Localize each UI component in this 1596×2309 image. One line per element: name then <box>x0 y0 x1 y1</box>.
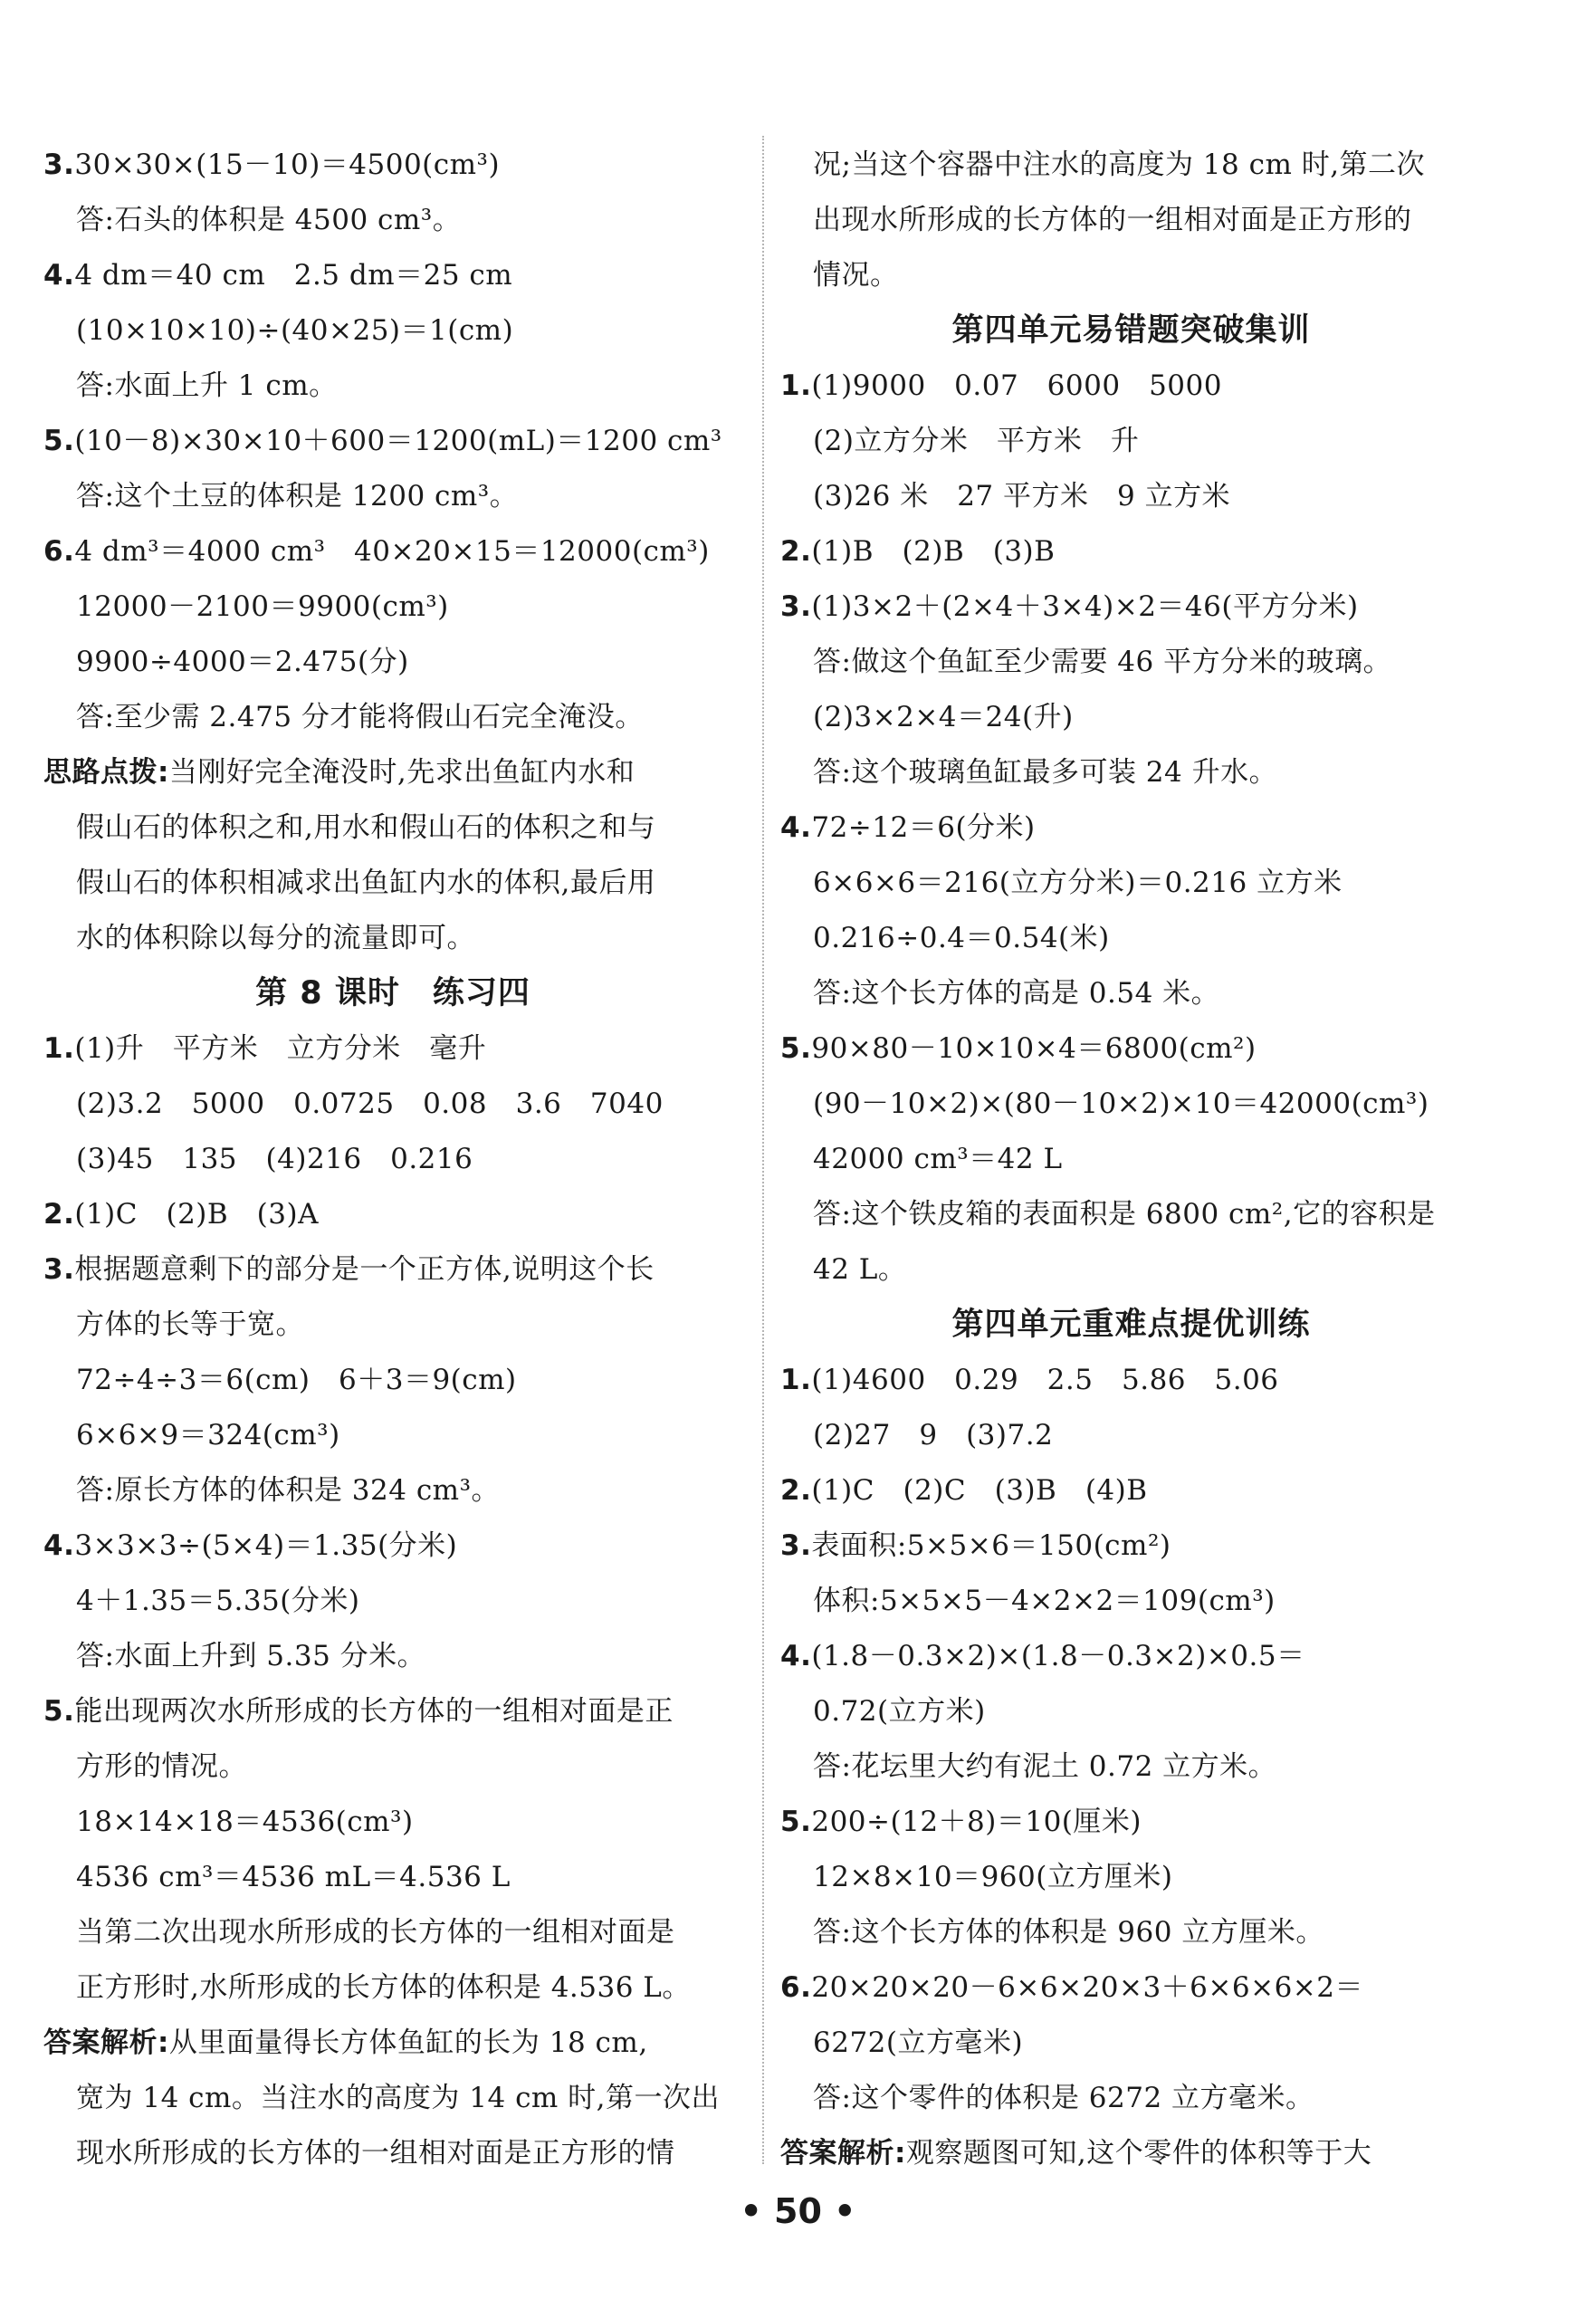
question-number: 6. <box>43 535 75 568</box>
answer-line: 正方形时,水所形成的长方体的体积是 4.536 L。 <box>76 1971 691 2004</box>
answer-line: 答:这个玻璃鱼缸最多可装 24 升水。 <box>813 756 1278 789</box>
question-line <box>780 359 1482 414</box>
answer-text: 200÷(12＋8)＝10(厘米) <box>811 1806 1142 1838</box>
answer-line: 72÷4÷3＝6(cm) 6＋3＝9(cm) <box>76 1364 517 1396</box>
answer-line: 况;当这个容器中注水的高度为 18 cm 时,第二次 <box>813 149 1426 181</box>
answer-line: 4536 cm³＝4536 mL＝4.536 L <box>76 1861 511 1893</box>
question-number: 3. <box>780 590 812 623</box>
answer-line: 答:石头的体积是 4500 cm³。 <box>76 204 462 236</box>
answer-line: 答:水面上升到 5.35 分米。 <box>76 1640 426 1672</box>
answer-line: 当第二次出现水所形成的长方体的一组相对面是 <box>76 1916 675 1949</box>
question-line <box>43 414 742 469</box>
question-number: 4. <box>780 1640 812 1672</box>
answer-text: (1.8－0.3×2)×(1.8－0.3×2)×0.5＝ <box>811 1640 1305 1672</box>
note-label: 答案解析: <box>780 2137 906 2170</box>
answer-line: 答:这个零件的体积是 6272 立方毫米。 <box>813 2082 1314 2114</box>
page-number: • 50 • <box>740 2191 856 2231</box>
answer-line: 6272(立方毫米) <box>813 2026 1024 2059</box>
answer-line: 6×6×6＝216(立方分米)＝0.216 立方米 <box>813 867 1343 899</box>
answer-line: 答:水面上升 1 cm。 <box>76 369 338 402</box>
question-line <box>780 580 1482 635</box>
answer-line: 答:这个土豆的体积是 1200 cm³。 <box>76 480 519 513</box>
question-number: 1. <box>43 1032 75 1065</box>
question-line <box>43 1519 742 1574</box>
answer-line: 现水所形成的长方体的一组相对面是正方形的情 <box>76 2137 675 2170</box>
answer-line: 体积:5×5×5－4×2×2＝109(cm³) <box>813 1585 1276 1617</box>
answer-text: 根据题意剩下的部分是一个正方体,说明这个长 <box>74 1253 655 1286</box>
answer-line: 9900÷4000＝2.475(分) <box>76 646 409 678</box>
note-text: 当刚好完全淹没时,先求出鱼缸内水和 <box>168 756 636 789</box>
answer-line: 答:这个长方体的高是 0.54 米。 <box>813 977 1220 1010</box>
column-divider <box>762 136 764 2164</box>
question-line <box>780 1960 1482 2016</box>
answer-text: 20×20×20－6×6×20×3＋6×6×6×2＝ <box>811 1971 1364 2004</box>
answer-line: 假山石的体积相减求出鱼缸内水的体积,最后用 <box>76 867 656 899</box>
right-column <box>780 138 1482 2181</box>
left-column <box>43 138 742 2181</box>
answer-text: 3×3×3÷(5×4)＝1.35(分米) <box>74 1529 458 1562</box>
note-line <box>43 2016 742 2071</box>
answer-line: (10×10×10)÷(40×25)＝1(cm) <box>76 314 514 347</box>
answer-line: 12000－2100＝9900(cm³) <box>76 590 449 623</box>
question-number: 1. <box>780 369 812 402</box>
answer-line: 4＋1.35＝5.35(分米) <box>76 1585 360 1617</box>
answer-line: 6×6×9＝324(cm³) <box>76 1419 340 1452</box>
answer-line: 宽为 14 cm。当注水的高度为 14 cm 时,第一次出 <box>76 2082 721 2114</box>
question-line <box>43 1242 742 1298</box>
question-number: 2. <box>780 535 812 568</box>
answer-line: 情况。 <box>813 259 899 292</box>
answer-line: 答:这个铁皮箱的表面积是 6800 cm²,它的容积是 <box>813 1198 1436 1231</box>
question-line <box>43 1684 742 1739</box>
answer-line: (3)26 米 27 平方米 9 立方米 <box>813 480 1231 513</box>
note-line <box>780 2126 1482 2181</box>
answer-text: (10－8)×30×10＋600＝1200(mL)＝1200 cm³ <box>74 425 722 457</box>
question-line <box>780 1463 1482 1519</box>
question-line <box>780 1021 1482 1077</box>
question-number: 5. <box>43 1695 75 1728</box>
answer-text: 能出现两次水所形成的长方体的一组相对面是正 <box>74 1695 674 1728</box>
answer-text: (1)C (2)B (3)A <box>74 1198 319 1231</box>
question-number: 1. <box>780 1364 812 1396</box>
question-number: 3. <box>43 1253 75 1286</box>
question-line <box>780 1353 1482 1408</box>
note-line <box>43 745 742 800</box>
answer-text: (1)9000 0.07 6000 5000 <box>811 369 1222 402</box>
answer-line: 方形的情况。 <box>76 1750 247 1783</box>
note-label: 思路点拨: <box>43 756 169 789</box>
question-number: 4. <box>43 259 75 292</box>
answer-text: 4 dm＝40 cm 2.5 dm＝25 cm <box>74 259 513 292</box>
question-line <box>43 138 742 193</box>
question-line <box>780 1629 1482 1684</box>
answer-line: 42000 cm³＝42 L <box>813 1143 1063 1175</box>
answer-line: 0.216÷0.4＝0.54(米) <box>813 922 1110 954</box>
question-number: 2. <box>43 1198 75 1231</box>
answer-line: 方体的长等于宽。 <box>76 1308 304 1341</box>
answer-line: 出现水所形成的长方体的一组相对面是正方形的 <box>813 204 1412 236</box>
question-line <box>43 248 742 303</box>
question-line <box>43 1187 742 1242</box>
answer-text: 4 dm³＝4000 cm³ 40×20×15＝12000(cm³) <box>74 535 710 568</box>
question-line <box>780 1519 1482 1574</box>
answer-line: 答:这个长方体的体积是 960 立方厘米。 <box>813 1916 1324 1949</box>
answer-line: (90－10×2)×(80－10×2)×10＝42000(cm³) <box>813 1087 1429 1120</box>
section-heading: 第四单元易错题突破集训 <box>951 312 1311 349</box>
question-line <box>43 524 742 580</box>
answer-line: 12×8×10＝960(立方厘米) <box>813 1861 1173 1893</box>
question-number: 5. <box>780 1806 812 1838</box>
question-number: 2. <box>780 1474 812 1507</box>
section-heading: 第 8 课时 练习四 <box>255 975 530 1011</box>
question-number: 3. <box>780 1529 812 1562</box>
answer-line: 水的体积除以每分的流量即可。 <box>76 922 475 954</box>
answer-line: (2)27 9 (3)7.2 <box>813 1419 1054 1452</box>
answer-text: (1)升 平方米 立方分米 毫升 <box>74 1032 487 1065</box>
question-line <box>780 524 1482 580</box>
answer-line: 答:至少需 2.475 分才能将假山石完全淹没。 <box>76 701 644 733</box>
note-text: 从里面量得长方体鱼缸的长为 18 cm, <box>168 2026 648 2059</box>
question-number: 4. <box>780 811 812 844</box>
answer-line: 答:原长方体的体积是 324 cm³。 <box>76 1474 501 1507</box>
answer-line: (3)45 135 (4)216 0.216 <box>76 1143 473 1175</box>
answer-text: (1)4600 0.29 2.5 5.86 5.06 <box>811 1364 1279 1396</box>
note-label: 答案解析: <box>43 2026 169 2059</box>
question-number: 3. <box>43 149 75 181</box>
answer-text: (1)3×2＋(2×4＋3×4)×2＝46(平方分米) <box>811 590 1359 623</box>
question-number: 5. <box>780 1032 812 1065</box>
answer-line: (2)3×2×4＝24(升) <box>813 701 1074 733</box>
note-text: 观察题图可知,这个零件的体积等于大 <box>905 2137 1372 2170</box>
answer-line: 答:做这个鱼缸至少需要 46 平方分米的玻璃。 <box>813 646 1392 678</box>
answer-line: (2)3.2 5000 0.0725 0.08 3.6 7040 <box>76 1087 664 1120</box>
answer-text: 72÷12＝6(分米) <box>811 811 1036 844</box>
question-line <box>780 800 1482 856</box>
question-number: 4. <box>43 1529 75 1562</box>
answer-text: 30×30×(15－10)＝4500(cm³) <box>74 149 501 181</box>
answer-text: (1)B (2)B (3)B <box>811 535 1056 568</box>
answer-line: 答:花坛里大约有泥土 0.72 立方米。 <box>813 1750 1277 1783</box>
answer-line: 假山石的体积之和,用水和假山石的体积之和与 <box>76 811 656 844</box>
answer-text: 表面积:5×5×6＝150(cm²) <box>811 1529 1171 1562</box>
section-heading: 第四单元重难点提优训练 <box>951 1307 1311 1343</box>
answer-text: 90×80－10×10×4＝6800(cm²) <box>811 1032 1257 1065</box>
question-number: 5. <box>43 425 75 457</box>
question-line <box>780 1795 1482 1850</box>
answer-line: 18×14×18＝4536(cm³) <box>76 1806 414 1838</box>
answer-line: (2)立方分米 平方米 升 <box>813 425 1140 457</box>
question-line <box>43 1021 742 1077</box>
answer-text: (1)C (2)C (3)B (4)B <box>811 1474 1148 1507</box>
answer-line: 0.72(立方米) <box>813 1695 986 1728</box>
answer-line: 42 L。 <box>813 1253 907 1286</box>
question-number: 6. <box>780 1971 812 2004</box>
